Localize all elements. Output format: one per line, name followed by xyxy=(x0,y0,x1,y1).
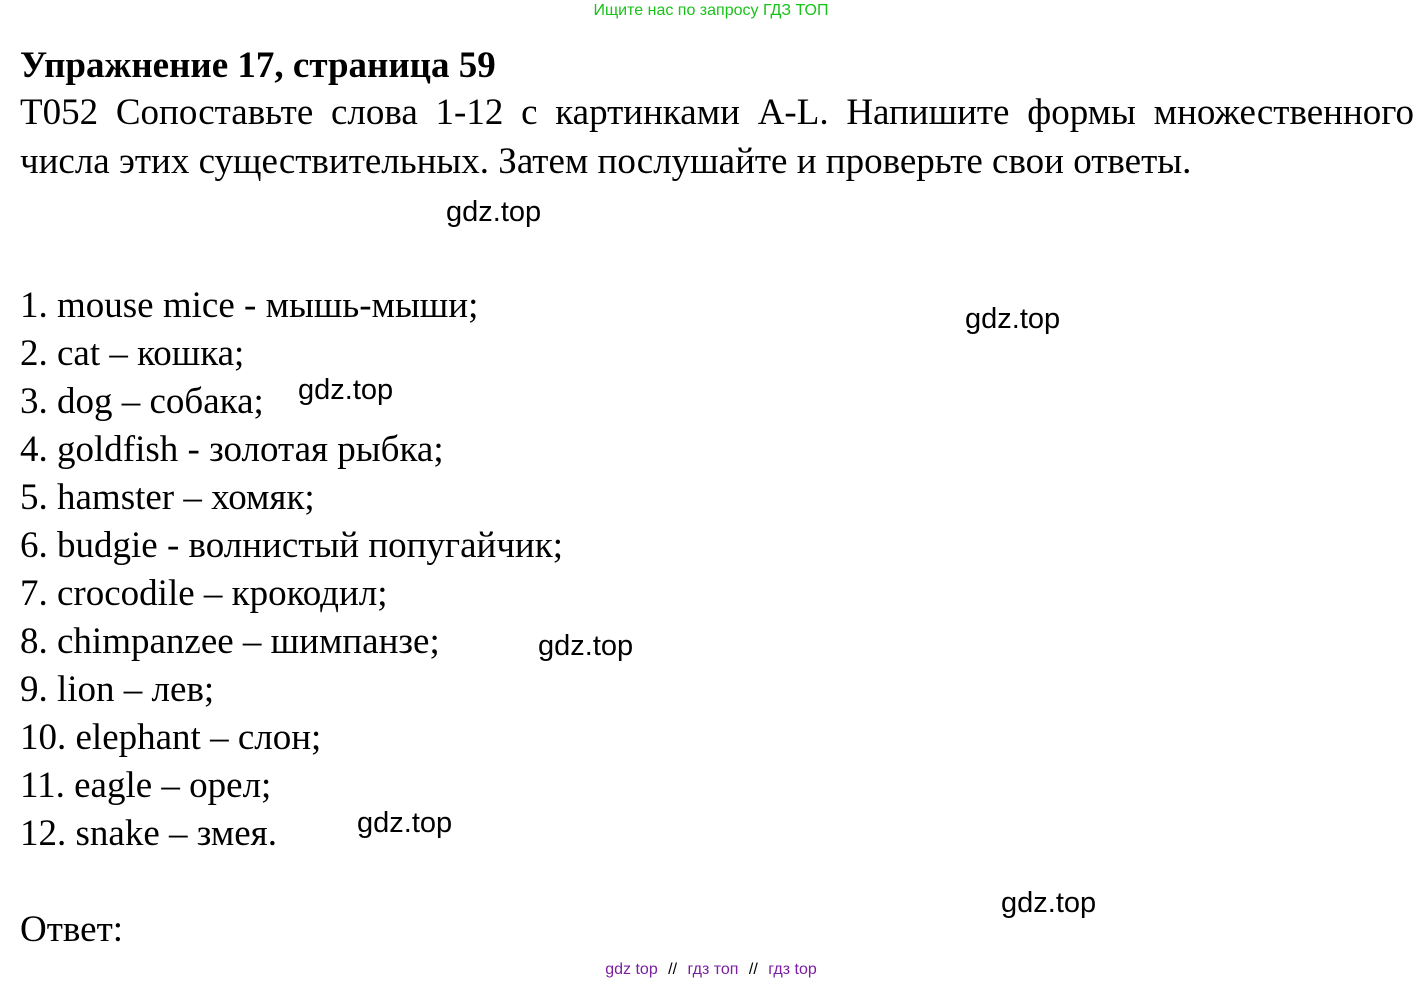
list-item: 3. dog – собака; xyxy=(20,381,264,422)
footer-link[interactable]: гдз топ xyxy=(687,961,739,978)
list-item: 1. mouse mice - мышь-мыши; xyxy=(20,285,479,326)
watermark: gdz.top xyxy=(965,303,1061,335)
exercise-instruction: T052 Сопоставьте слова 1-12 с картинками A-L. Напишите формы множественного числа этих существительных. Затем послушайте и проверьте свои ответы. xyxy=(20,92,1414,182)
list-item: 5. hamster – хомяк; xyxy=(20,477,315,518)
banner-text: Ищите нас по запросу ГДЗ ТОП xyxy=(593,2,829,19)
top-banner xyxy=(0,1,1422,21)
watermark: gdz.top xyxy=(446,196,542,228)
list-item: 2. cat – кошка; xyxy=(20,333,245,374)
answer-label: Ответ: xyxy=(20,909,124,950)
watermark: gdz.top xyxy=(1001,887,1097,919)
list-item: 6. budgie - волнистый попугайчик; xyxy=(20,525,563,566)
list-item: 4. goldfish - золотая рыбка; xyxy=(20,429,444,470)
word-list xyxy=(20,282,563,858)
footer-links xyxy=(0,960,1422,980)
footer-link[interactable]: gdz top xyxy=(605,961,658,978)
list-item: 11. eagle – орел; xyxy=(20,765,272,806)
list-item: 10. elephant – слон; xyxy=(20,717,322,758)
footer-separator: // xyxy=(668,961,678,978)
footer-separator: // xyxy=(748,961,758,978)
list-item: 9. lion – лев; xyxy=(20,669,215,710)
exercise-title: Упражнение 17, страница 59 xyxy=(20,45,496,86)
watermark: gdz.top xyxy=(538,630,634,662)
list-item: 7. crocodile – крокодил; xyxy=(20,573,388,614)
list-item: 12. snake – змея. xyxy=(20,813,277,854)
footer-link[interactable]: гдз top xyxy=(768,961,817,978)
watermark: gdz.top xyxy=(298,374,394,406)
list-item: 8. chimpanzee – шимпанзе; xyxy=(20,621,440,662)
watermark: gdz.top xyxy=(357,807,453,839)
